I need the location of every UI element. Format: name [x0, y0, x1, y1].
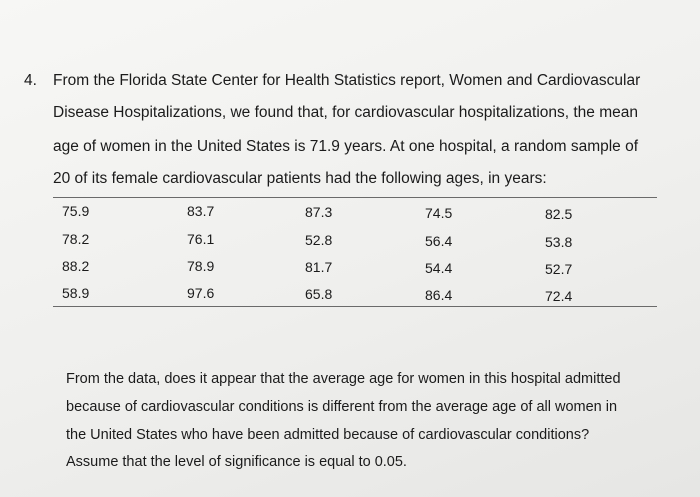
table-bottom-rule — [53, 306, 657, 307]
table-cell: 56.4 — [425, 233, 453, 249]
table-cell: 54.4 — [425, 260, 453, 276]
table-cell: 72.4 — [545, 288, 573, 304]
question-line-1: From the data, does it appear that the average age for women in this hospital admitted — [66, 371, 621, 387]
table-cell: 53.8 — [545, 234, 573, 250]
table-cell: 52.8 — [305, 232, 333, 248]
table-cell: 74.5 — [425, 205, 453, 221]
table-cell: 83.7 — [187, 203, 215, 219]
intro-line-1: From the Florida State Center for Health Statistics report, Women and Cardiovascular — [53, 72, 641, 89]
table-cell: 78.9 — [187, 258, 215, 274]
table-cell: 82.5 — [545, 206, 573, 222]
table-top-rule — [53, 197, 657, 198]
table-cell: 58.9 — [62, 285, 90, 301]
intro-line-4: 20 of its female cardiovascular patients had the following ages, in years: — [53, 170, 547, 187]
table-cell: 75.9 — [62, 203, 90, 219]
table-cell: 78.2 — [62, 231, 90, 247]
table-cell: 52.7 — [545, 261, 573, 277]
intro-line-2: Disease Hospitalizations, we found that, for cardiovascular hospitalizations, the mean — [53, 104, 639, 121]
table-cell: 97.6 — [187, 285, 215, 301]
table-cell: 76.1 — [187, 231, 215, 247]
table-cell: 65.8 — [305, 286, 333, 302]
question-line-3: the United States who have been admitted because of cardiovascular conditions? — [66, 427, 590, 443]
table-cell: 87.3 — [305, 204, 333, 220]
table-cell: 86.4 — [425, 287, 453, 303]
question-line-2: because of cardiovascular conditions is different from the average age of all women in — [66, 399, 618, 415]
table-cell: 81.7 — [305, 259, 333, 275]
table-cell: 88.2 — [62, 258, 90, 274]
question-line-4: Assume that the level of significance is equal to 0.05. — [66, 454, 407, 470]
intro-line-3: age of women in the United States is 71.9 years. At one hospital, a random sample of — [53, 138, 639, 155]
problem-number: 4. — [24, 72, 37, 89]
